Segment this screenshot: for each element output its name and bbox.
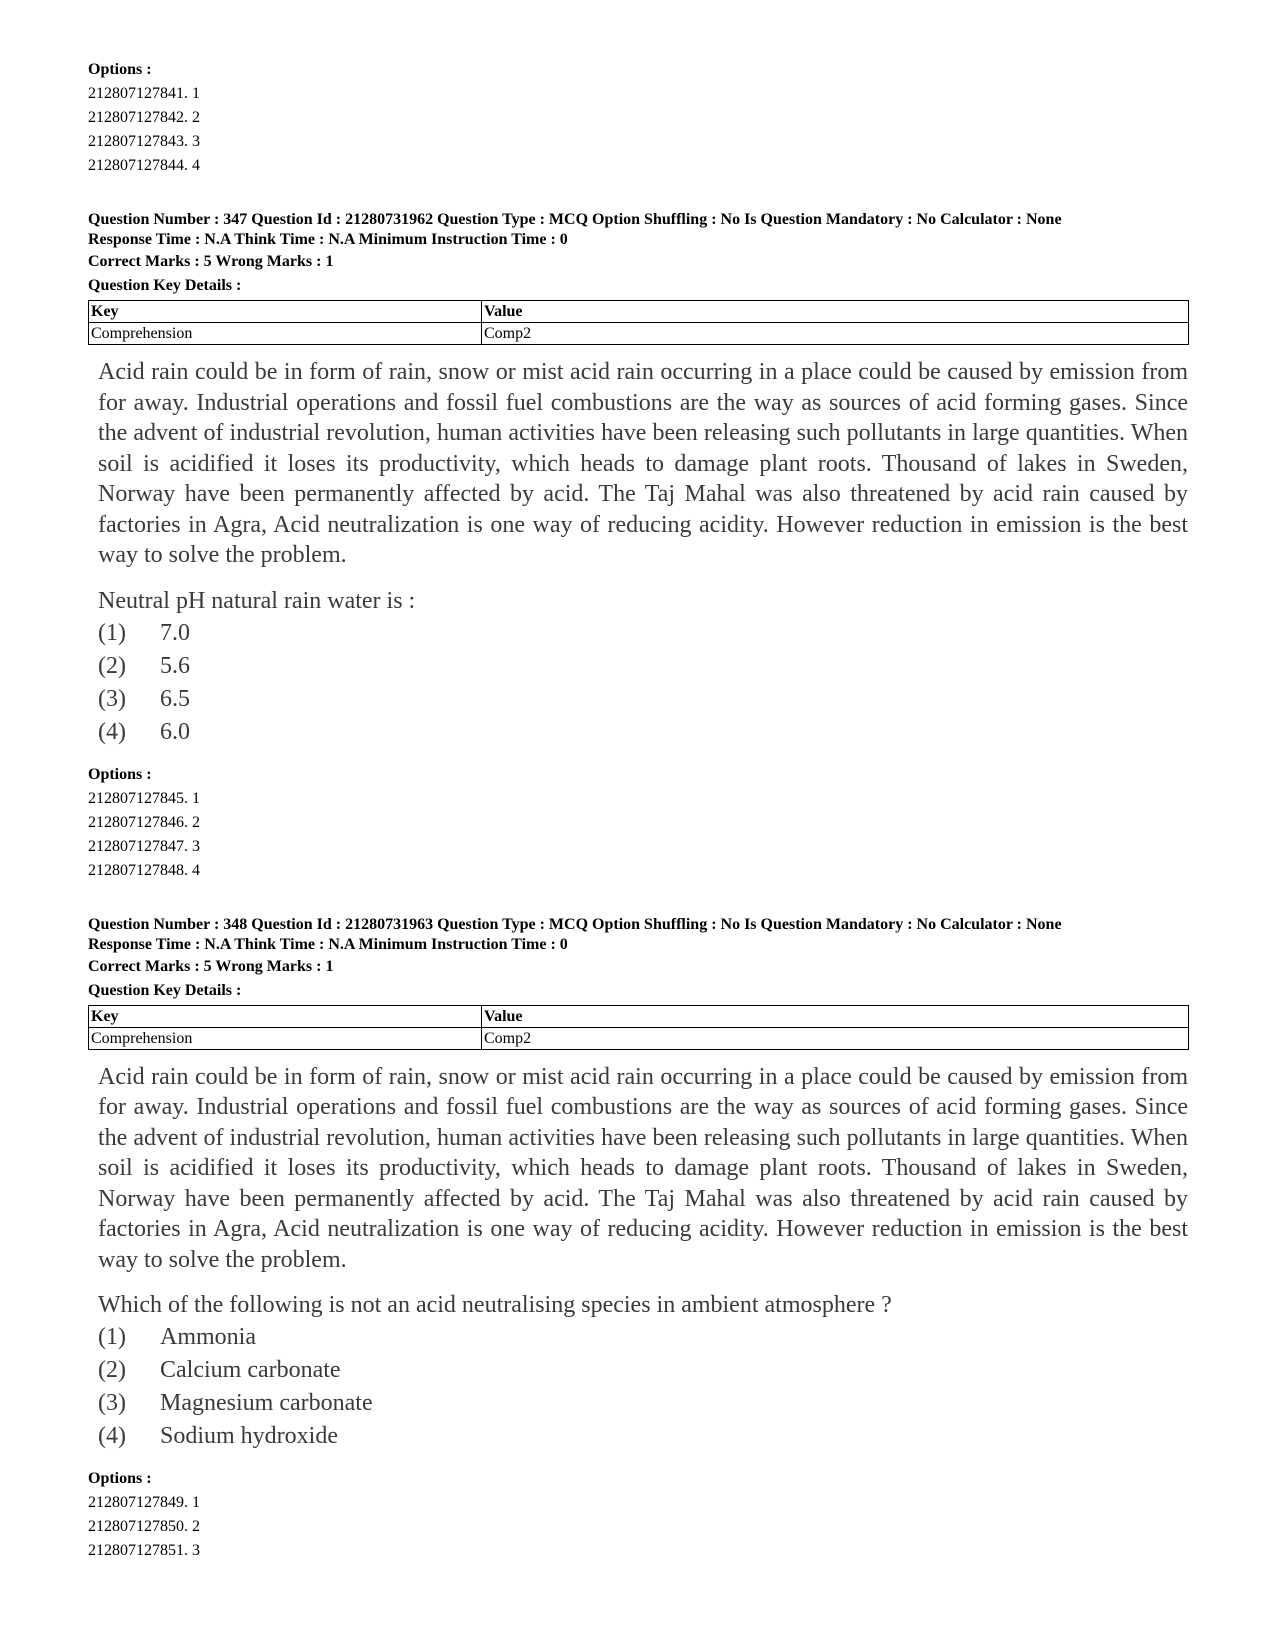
option-line: 212807127842. 2 bbox=[88, 109, 200, 126]
answer-choice bbox=[98, 1387, 1188, 1420]
choice-number: (1) bbox=[98, 619, 126, 646]
option-line: 212807127849. 1 bbox=[88, 1494, 200, 1511]
answer-choice bbox=[98, 1321, 1188, 1354]
choice-number: (4) bbox=[98, 1423, 126, 1449]
answer-choice bbox=[98, 716, 1188, 749]
choice-text: Calcium carbonate bbox=[160, 1357, 341, 1383]
value-cell: Comp2 bbox=[482, 323, 1189, 345]
choice-text: Sodium hydroxide bbox=[160, 1423, 338, 1449]
table-row bbox=[89, 323, 1189, 345]
marks-line: Correct Marks : 5 Wrong Marks : 1 bbox=[88, 957, 334, 975]
option-line: 212807127848. 4 bbox=[88, 861, 200, 879]
choice-number: (3) bbox=[98, 685, 126, 712]
key-details-label: Question Key Details : bbox=[88, 981, 242, 999]
option-line: 212807127846. 2 bbox=[88, 813, 200, 831]
key-header-cell: Key bbox=[89, 1005, 482, 1027]
choice-text: 6.0 bbox=[160, 718, 190, 745]
options-label: Options : bbox=[88, 765, 152, 783]
key-table bbox=[88, 300, 1189, 345]
answer-choice bbox=[98, 1354, 1188, 1387]
question-meta-line: Question Number : 348 Question Id : 21280731963 Question Type : MCQ Option Shuffling : No Is Question Mandatory : No Calculator : None bbox=[88, 915, 1062, 933]
options-label: Options : bbox=[88, 1470, 152, 1487]
answer-choice bbox=[98, 617, 1188, 650]
option-line: 212807127844. 4 bbox=[88, 157, 200, 174]
option-line: 212807127850. 2 bbox=[88, 1518, 200, 1535]
answer-choice bbox=[98, 650, 1188, 683]
question-meta-line: Question Number : 347 Question Id : 21280731962 Question Type : MCQ Option Shuffling : No Is Question Mandatory : No Calculator : None bbox=[88, 211, 1062, 228]
options-block-top bbox=[88, 58, 1188, 178]
choice-text: Ammonia bbox=[160, 1324, 256, 1350]
option-line: 212807127843. 3 bbox=[88, 133, 200, 150]
choice-number: (3) bbox=[98, 1390, 126, 1416]
choice-number: (1) bbox=[98, 1324, 126, 1350]
key-table bbox=[88, 1005, 1189, 1050]
choice-text: Magnesium carbonate bbox=[160, 1390, 373, 1416]
comprehension-passage: Acid rain could be in form of rain, snow or mist acid rain occurring in a place could be caused by emission from for away. Industrial operations and fossil fuel combustions are the way as sources of acid forming gases. Since the advent of industrial revolution, human activities have been releasing such pollutants in large quantities. When soil is acidified it loses its productivity, which heads to damage plant roots. Thousand of lakes in Sweden, Norway have been permanently affected by acid. The Taj Mahal was also threatened by acid rain caused by factories in Agra, Acid neutralization is one way of reducing acidity. However reduction in emission is the best way to solve the problem. bbox=[98, 1063, 1188, 1273]
question-stem: Which of the following is not an acid neutralising species in ambient atmosphere ? bbox=[98, 1292, 892, 1318]
question-348 bbox=[88, 915, 1188, 1564]
document-page bbox=[88, 58, 1188, 1563]
choice-text: 7.0 bbox=[160, 619, 190, 646]
key-table-header bbox=[89, 301, 1189, 323]
key-table-header bbox=[89, 1005, 1189, 1027]
choice-number: (4) bbox=[98, 718, 126, 745]
question-meta-line: Response Time : N.A Think Time : N.A Minimum Instruction Time : 0 bbox=[88, 231, 568, 248]
value-header-cell: Value bbox=[482, 1005, 1189, 1027]
answer-choice bbox=[98, 683, 1188, 716]
option-line: 212807127847. 3 bbox=[88, 837, 200, 855]
options-label: Options : bbox=[88, 61, 152, 78]
value-cell: Comp2 bbox=[482, 1027, 1189, 1049]
table-row bbox=[89, 1027, 1189, 1049]
option-line: 212807127841. 1 bbox=[88, 85, 200, 102]
choice-number: (2) bbox=[98, 1357, 126, 1383]
key-header-cell: Key bbox=[89, 301, 482, 323]
question-347 bbox=[88, 210, 1188, 883]
choice-text: 5.6 bbox=[160, 652, 190, 679]
marks-line: Correct Marks : 5 Wrong Marks : 1 bbox=[88, 253, 334, 270]
key-details-label: Question Key Details : bbox=[88, 277, 242, 294]
key-cell: Comprehension bbox=[89, 323, 482, 345]
option-line: 212807127851. 3 bbox=[88, 1542, 200, 1559]
question-meta-line: Response Time : N.A Think Time : N.A Minimum Instruction Time : 0 bbox=[88, 935, 568, 953]
choice-text: 6.5 bbox=[160, 685, 190, 712]
answer-choice bbox=[98, 1420, 1188, 1453]
choice-number: (2) bbox=[98, 652, 126, 679]
option-line: 212807127845. 1 bbox=[88, 789, 200, 807]
comprehension-passage: Acid rain could be in form of rain, snow or mist acid rain occurring in a place could be caused by emission from for away. Industrial operations and fossil fuel combustions are the way as sources of acid forming gases. Since the advent of industrial revolution, human activities have been releasing such pollutants in large quantities. When soil is acidified it loses its productivity, which heads to damage plant roots. Thousand of lakes in Sweden, Norway have been permanently affected by acid. The Taj Mahal was also threatened by acid rain caused by factories in Agra, Acid neutralization is one way of reducing acidity. However reduction in emission is the best way to solve the problem. bbox=[98, 359, 1188, 568]
value-header-cell: Value bbox=[482, 301, 1189, 323]
question-stem: Neutral pH natural rain water is : bbox=[98, 587, 416, 614]
key-cell: Comprehension bbox=[89, 1027, 482, 1049]
